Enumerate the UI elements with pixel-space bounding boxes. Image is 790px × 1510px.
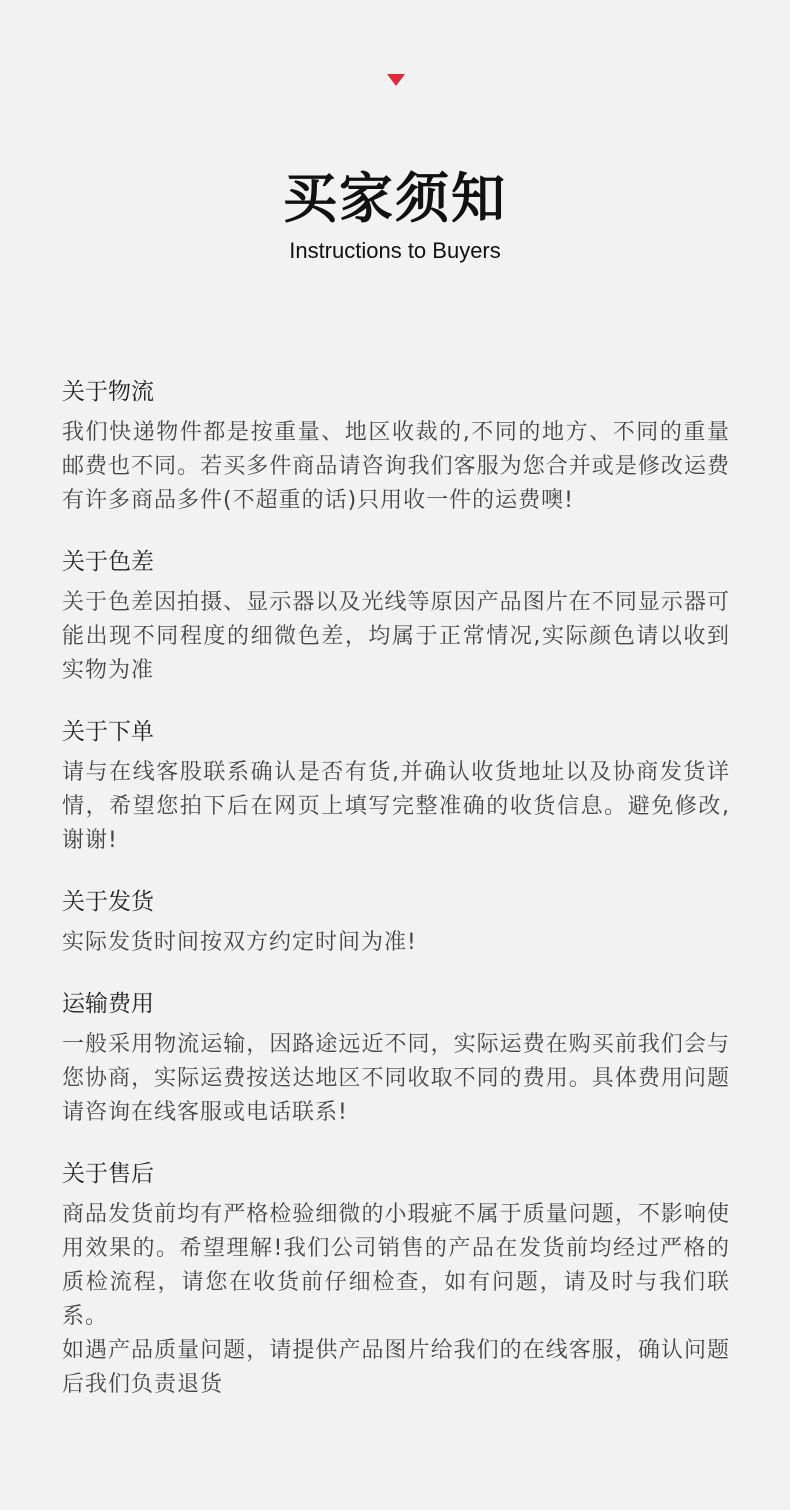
section-paragraph: 一般采用物流运输，因路途远近不同，实际运费在购买前我们会与您协商，实际运费按送达地区不同收取不同的费用。具体费用问题请咨询在线客服或电话联系!	[62, 1032, 730, 1125]
section-shipping-cost	[62, 986, 730, 1130]
section-after-sales	[62, 1156, 730, 1402]
section-paragraph: 请与在线客股联系确认是否有货,并确认收货地址以及协商发货详情，希望您拍下后在网页上填写完整准确的收货信息。避免修改,谢谢!	[62, 760, 730, 853]
section-paragraph: 商品发货前均有严格检验细微的小瑕疵不属于质量问题，不影响使用效果的。希望理解!我们公司销售的产品在发货前均经过严格的质检流程，请您在收货前仔细检查，如有问题，请及时与我们联系。	[62, 1202, 730, 1329]
section-color-difference	[62, 544, 730, 688]
triangle-marker-icon	[387, 74, 405, 86]
section-logistics	[62, 374, 730, 518]
section-heading: 关于下单	[62, 719, 154, 745]
section-heading: 关于物流	[62, 379, 154, 405]
section-shipping	[62, 884, 730, 960]
section-paragraph: 关于色差因拍摄、显示器以及光线等原因产品图片在不同显示器可能出现不同程度的细微色差，均属于正常情况,实际颜色请以收到实物为准	[62, 590, 730, 683]
section-paragraph: 实际发货时间按双方约定时间为准!	[62, 930, 417, 955]
section-heading: 关于色差	[62, 549, 154, 575]
section-heading: 运输费用	[62, 991, 154, 1017]
notice-content	[62, 374, 730, 1428]
page-subtitle: Instructions to Buyers	[289, 238, 501, 263]
section-ordering	[62, 714, 730, 858]
section-paragraph: 我们快递物件都是按重量、地区收裁的,不同的地方、不同的重量邮费也不同。若买多件商品请咨询我们客服为您合并或是修改运费有许多商品多件(不超重的话)只用收一件的运费噢!	[62, 420, 730, 513]
section-heading: 关于售后	[62, 1161, 154, 1187]
page-title: 买家须知	[283, 167, 507, 231]
section-heading: 关于发货	[62, 889, 154, 915]
section-paragraph: 如遇产品质量问题，请提供产品图片给我们的在线客服，确认问题后我们负责退货	[62, 1338, 730, 1397]
